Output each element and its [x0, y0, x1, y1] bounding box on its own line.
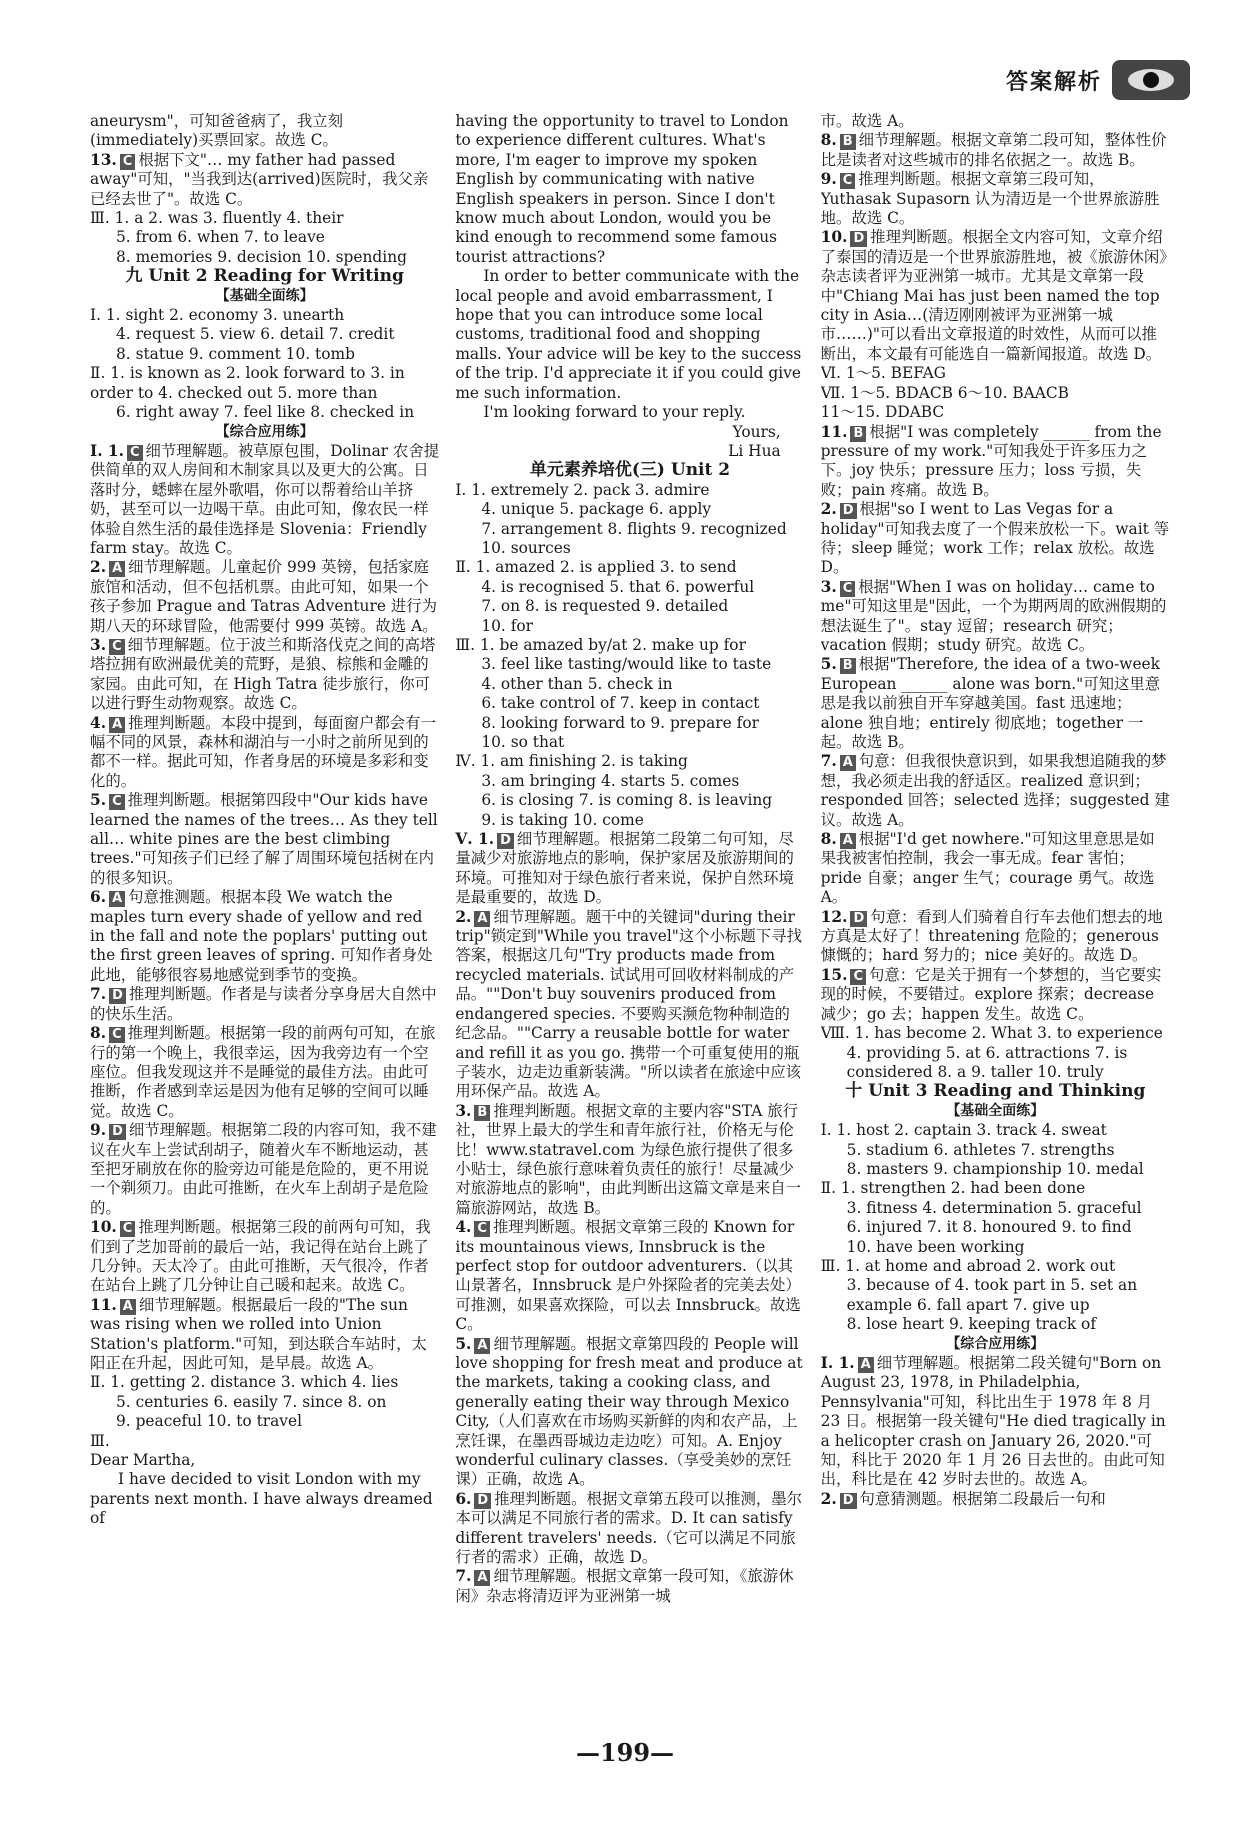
- answer-line: 5. B 根据"Therefore, the idea of a two-week European ______ alone was born."可知这里意思是我以前独自开车穿越美国。fast 迅速地；alone 独自地；entirely 彻底地；together 一起。故选 B。: [820, 655, 1161, 751]
- answer-line: 10. have been working: [846, 1237, 1025, 1256]
- answer-line: 11. A 细节理解题。根据最后一段的"The sun was rising when we rolled into Union Station's platform."可知，到达联合车站时，太阳正在升起，因此可知，是早晨。故选 A。: [90, 1295, 427, 1372]
- answer-line: 11. B 根据"I was completely ______ from the pressure of my work."可知我处于许多压力之下。joy 快乐；pressure 压力；loss 亏损，失败；pain 疼痛。故选 B。: [820, 422, 1162, 499]
- answer-line: 9. is taking 10. come: [481, 810, 644, 829]
- answer-line: 12. D 句意：看到人们骑着自行车去他们想去的地方真是太好了！threatening 危险的；generous 慷慨的；hard 努力的；nice 美好的。故选 D。: [820, 907, 1163, 965]
- answer-line: 15. C 句意：它是关于拥有一个梦想的，当它要实现的时候，不要错过。explore 探索；decrease 减少；go 去；happen 发生。故选 C。: [820, 965, 1162, 1023]
- answer-line: Ⅲ. 1. be amazed by/at 2. make up for: [455, 635, 746, 654]
- answer-line: I'm looking forward to your reply.: [483, 403, 746, 422]
- answer-line: 4. is recognised 5. that 6. powerful: [481, 577, 755, 596]
- answer-line: Ⅰ. 1. extremely 2. pack 3. admire: [455, 480, 710, 499]
- answer-line: 9. C 推理判断题。根据文章第三段可知，Yuthasak Supasorn 认为清迈是一个世界旅游胜地。故选 C。: [820, 170, 1160, 228]
- answer-line: Ⅲ.: [90, 1431, 110, 1450]
- answer-line: having the opportunity to travel to London to experience different cultures. What's more, I'm eager to improve my spoken English by communicating with native English speakers in person. Since I don't know much about London, would you be kind enough to recommend some famous tourist attractions?: [455, 112, 789, 266]
- eye-logo-icon: [1112, 60, 1190, 100]
- answer-line: 2. D 根据"so I went to Las Vegas for a holiday"可知我去度了一个假来放松一下。wait 等待；sleep 睡觉；work 工作；relax 放松。故选 D。: [820, 500, 1170, 577]
- answer-line: 3. C 根据"When I was on holiday… came to me"可知这里是"因此，一个为期两周的欧洲假期的想法诞生了"。stay 逗留；research 研究；vacation 假期；study 研究。故选 C。: [820, 577, 1167, 654]
- answer-line: 8. B 细节理解题。根据文章第二段可知，整体性价比是读者对这些城市的排名依据之一。故选 B。: [820, 131, 1167, 169]
- answer-line: aneurysm"，可知爸爸病了，我立刻(immediately)买票回家。故选 C。: [90, 112, 344, 150]
- answer-line: Ⅰ. 1. A 细节理解题。根据第二段关键句"Born on August 23, 1978, in Philadelphia, Pennsylvania"可知，科比出生于 1978 年 8 月 23 日。根据第一段关键句"He died tragically in a helicopter crash on January 26, 2020."可知，科比于 2020 年 1 月 26 日去世的。由此可知出，科比是在 42 岁时去世的。故选 A。: [820, 1354, 1166, 1489]
- answer-line: 7. A 细节理解题。根据文章第一段可知，《旅游休闲》杂志将清迈评为亚洲第一城: [455, 1567, 794, 1605]
- answer-line: 单元素养培优(三) Unit 2: [529, 460, 731, 481]
- answer-line: 6. take control of 7. keep in contact: [481, 694, 760, 713]
- page-number: —199—: [575, 1738, 675, 1767]
- answer-line: 10. for: [481, 616, 534, 635]
- answer-line: 【综合应用练】: [946, 1335, 1045, 1352]
- answer-line: 7. D 推理判断题。作者是与读者分享身居大自然中的快乐生活。: [90, 985, 437, 1023]
- answer-line: 9. D 细节理解题。根据第二段的内容可知，我不建议在火车上尝试刮胡子，随着火车不断地运动，甚至把牙刷放在你的脸旁边可能是危险的，更不用说一个剃须刀。由此可推断，在火车上刮胡子是危险的。: [90, 1121, 437, 1217]
- answer-line: 13. C 根据下文"… my father had passed away"可知，"当我到达(arrived)医院时，我父亲已经去世了"。故选 C。: [90, 150, 429, 208]
- answer-line: 5. stadium 6. athletes 7. strengths: [846, 1140, 1115, 1159]
- answer-line: 6. is closing 7. is coming 8. is leaving: [481, 791, 773, 810]
- answer-line: 8. A 根据"I'd get nowhere."可知这里意思是如果我被害怕控制，我会一事无成。fear 害怕；pride 自豪；anger 生气；courage 勇气。故选 A。: [820, 830, 1155, 907]
- answer-columns: [90, 112, 1170, 1727]
- answer-line: Ⅳ. 1. am finishing 2. is taking: [455, 752, 688, 771]
- answer-line: In order to better communicate with the local people and avoid embarrassment, I hope that you can introduce some local customs, traditional food and shopping malls. Your advice will be key to the success of the trip. I'd appreciate it if you could give me such information.: [455, 267, 802, 402]
- answer-line: 【综合应用练】: [215, 423, 314, 440]
- answer-line: 2. D 句意猜测题。根据第二段最后一句和: [820, 1489, 1106, 1508]
- answer-line: 十 Unit 3 Reading and Thinking: [845, 1081, 1146, 1102]
- answer-line: 2. A 细节理解题。儿童起价 999 英镑，包括家庭旅馆和活动，但不包括机票。由此可知，如果一个孩子参加 Prague and Tatras Adventure 进行为期八天的环球冒险，他需要付 999 英镑。故选 A。: [90, 558, 438, 635]
- answer-line: 8. statue 9. comment 10. tomb: [116, 344, 355, 363]
- answer-line: 10. C 推理判断题。根据第三段的前两句可知，我们到了芝加哥前的最后一站，我记得在站台上跳了几分钟。天太冷了。由此可推断，天气很冷，作者在站台上跳了几分钟让自己暖和起来。故选 C。: [90, 1218, 431, 1295]
- answer-line: 九 Unit 2 Reading for Writing: [125, 266, 404, 287]
- answer-line: 4. C 推理判断题。根据文章第三段的 Known for its mountainous views, Innsbruck is the perfect stop for outdoor adventurers.（以其山景著名，Innsbruck 是户外探险者的完美去处）可推测，如果喜欢探险，可以去 Innsbruck。故选 C。: [455, 1218, 801, 1334]
- answer-line: 8. masters 9. championship 10. medal: [846, 1159, 1144, 1178]
- answer-line: 2. A 细节理解题。题干中的关键词"during their trip"锁定到"While you travel"这个小标题下寻找答案，根据这几句"Try products made from recycled materials. 试试用可回收材料制成的产品。""Don't buy souvenirs produced from endangered species. 不要购买濒危物种制造的纪念品。""Carry a reusable bottle for water and refill it as you go. 携带一个可重复使用的瓶子装水，边走边重新装满。"所以读者在旅途中应该用环保产品。故选 A。: [455, 907, 802, 1101]
- answer-line: 3. because of 4. took part in 5. set an example 6. fall apart 7. give up: [846, 1276, 1138, 1314]
- answer-line: 10. sources: [481, 538, 571, 557]
- answer-line: Ⅱ. 1. amazed 2. is applied 3. to send: [455, 558, 737, 577]
- answer-line: 6. A 句意推测题。根据本段 We watch the maples turn every shade of yellow and red in the fall and note the poplars' putting out the first green leaves of spring. 可知作者身处此地，能够很容易地感觉到季节的变换。: [90, 888, 433, 984]
- header-title: 答案解析: [1005, 69, 1102, 95]
- answer-line: 3. C 细节理解题。位于波兰和斯洛伐克之间的高塔塔拉拥有欧洲最优美的荒野，是狼、棕熊和金雕的家园。由此可知，在 High Tatra 徒步旅行，你可以进行野生动物观察。故选 C。: [90, 635, 436, 713]
- answer-line: 6. D 推理判断题。根据文章第五段可以推测，墨尔本可以满足不同旅行者的需求。D. It can satisfy different travelers' needs.（它可以满足不同旅行者的需求）正确，故选 D。: [455, 1489, 803, 1567]
- answer-line: 4. unique 5. package 6. apply: [481, 500, 712, 519]
- answer-line: Ⅱ. 1. strengthen 2. had been done: [820, 1179, 1086, 1198]
- answer-line: Ⅱ. 1. getting 2. distance 3. which 4. lies: [90, 1373, 399, 1392]
- answer-line: Ⅷ. 1. has become 2. What 3. to experience: [820, 1024, 1163, 1043]
- answer-line: Ⅴ. 1. D 细节理解题。根据第二段第二句可知，尽量减少对旅游地点的影响，保护家居及旅游期间的环境。可推知对于绿色旅行者来说，保护自然环境是最重要的，故选 D。: [455, 830, 794, 907]
- column-left: [90, 112, 439, 1727]
- answer-line: Ⅱ. 1. is known as 2. look forward to 3. in order to 4. checked out 5. more than: [90, 364, 405, 402]
- answer-line: 11～15. DDABC: [820, 403, 945, 422]
- answer-line: 3. am bringing 4. starts 5. comes: [481, 771, 740, 790]
- answer-line: Ⅵ. 1～5. BEFAG: [820, 364, 946, 383]
- answer-line: 3. feel like tasting/would like to taste: [481, 655, 772, 674]
- answer-line: Ⅲ. 1. at home and abroad 2. work out: [820, 1256, 1116, 1275]
- answer-line: 7. A 句意：但我很快意识到，如果我想追随我的梦想，我必须走出我的舒适区。realized 意识到；responded 回答；selected 选择；suggested 建议。故选 A。: [820, 752, 1170, 829]
- answer-line: 6. injured 7. it 8. honoured 9. to find: [846, 1218, 1132, 1237]
- answer-line: 8. looking forward to 9. prepare for: [481, 713, 759, 732]
- answer-line: 【基础全面练】: [946, 1102, 1045, 1119]
- answer-line: I have decided to visit London with my parents next month. I have always dreamed of: [90, 1470, 433, 1528]
- answer-line: Yours,: [732, 422, 781, 441]
- answer-line: 8. lose heart 9. keeping track of: [846, 1315, 1097, 1334]
- answer-line: 市。故选 A。: [820, 112, 914, 130]
- column-right: [821, 112, 1170, 1727]
- answer-line: 10. D 推理判断题。根据全文内容可知，文章介绍了泰国的清迈是一个世界旅游胜地，被《旅游休闲》杂志读者评为亚洲第一城市。尤其是文章第一段中"Chiang Mai has just been named the top city in Asia…(清迈刚刚被评为亚洲第一城市……)"可以看出文章报道的时效性，从而可以推断出，本文最有可能选自一篇新闻报道。故选 D。: [820, 228, 1167, 363]
- answer-line: 3. B 推理判断题。根据文章的主要内容"STA 旅行社，世界上最大的学生和青年旅行社，价格无与伦比！www.statravel.com 为绿色旅行提供了很多小贴士，绿色旅行意味着负责任的旅行！尽量减少对旅游地点的影响"，由此判断出这篇文章是来自一篇旅游网站，故选 B。: [455, 1101, 802, 1217]
- answer-line: Ⅰ. 1. sight 2. economy 3. unearth: [90, 306, 345, 325]
- answer-line: 10. so that: [481, 733, 565, 751]
- answer-line: 7. arrangement 8. flights 9. recognized: [481, 519, 787, 538]
- answer-line: Dear Martha,: [90, 1451, 196, 1470]
- answer-line: Ⅰ. 1. host 2. captain 3. track 4. sweat: [820, 1121, 1107, 1140]
- answer-line: 4. other than 5. check in: [481, 674, 673, 693]
- answer-line: Ⅶ. 1～5. BDACB 6～10. BAACB: [820, 383, 1069, 402]
- answer-line: 8. memories 9. decision 10. spending: [116, 247, 407, 266]
- answer-line: 5. A 细节理解题。根据文章第四段的 People will love shopping for fresh meat and produce at the markets, taking a cooking class, and generally eating their way through Mexico City,（人们喜欢在市场购买新鲜的肉和农产品，上烹饪课，在墨西哥城边走边吃）可知。A. Enjoy wonderful culinary classes.（享受美妙的烹饪课）正确，故选 A。: [455, 1334, 803, 1489]
- answer-line: 4. request 5. view 6. detail 7. credit: [116, 325, 395, 344]
- answer-line: Ⅰ. 1. C 细节理解题。被草原包围，Dolinar 农舍提供简单的双人房间和木制家具以及更大的公寓。日落时分，蟋蟀在屋外歌唱，你可以帮着给山羊挤奶，甚至可以一边喝干草。由此可知，像农民一样体验自然生活的最佳选择是 Slovenia：Friendly farm stay。故选 C。: [90, 441, 440, 557]
- answer-line: 5. from 6. when 7. to leave: [116, 228, 325, 247]
- column-middle: [455, 112, 804, 1727]
- answer-line: 4. A 推理判断题。本段中提到，每面窗户都会有一幅不同的风景，森林和湖泊与一小时之前所见到的都不一样。据此可知，作者身居的环境是多彩和变化的。: [90, 713, 436, 790]
- answer-line: 9. peaceful 10. to travel: [116, 1412, 303, 1431]
- page-header: [1006, 58, 1190, 102]
- answer-line: 7. on 8. is requested 9. detailed: [481, 597, 729, 616]
- answer-line: Li Hua: [728, 441, 781, 460]
- answer-line: 6. right away 7. feel like 8. checked in: [116, 403, 415, 422]
- answer-line: 3. fitness 4. determination 5. graceful: [846, 1198, 1142, 1217]
- answer-line: 5. centuries 6. easily 7. since 8. on: [116, 1392, 387, 1411]
- answer-line: 【基础全面练】: [215, 287, 314, 304]
- answer-line: Ⅲ. 1. a 2. was 3. fluently 4. their: [90, 209, 344, 228]
- answer-line: 4. providing 5. at 6. attractions 7. is considered 8. a 9. taller 10. truly: [846, 1043, 1128, 1081]
- answer-line: 5. C 推理判断题。根据第四段中"Our kids have learned the names of the trees… As they tell all… white pines are the best climbing trees."可知孩子们已经了解了周围环境包括树在内的很多知识。: [90, 791, 438, 887]
- answer-line: 8. C 推理判断题。根据第一段的前两句可知，在旅行的第一个晚上，我很幸运，因为我旁边有一个空座位。但我发现这并不是睡觉的最佳方法。由此可推断，作者感到幸运是因为他有足够的空间可以睡觉。故选 C。: [90, 1024, 436, 1120]
